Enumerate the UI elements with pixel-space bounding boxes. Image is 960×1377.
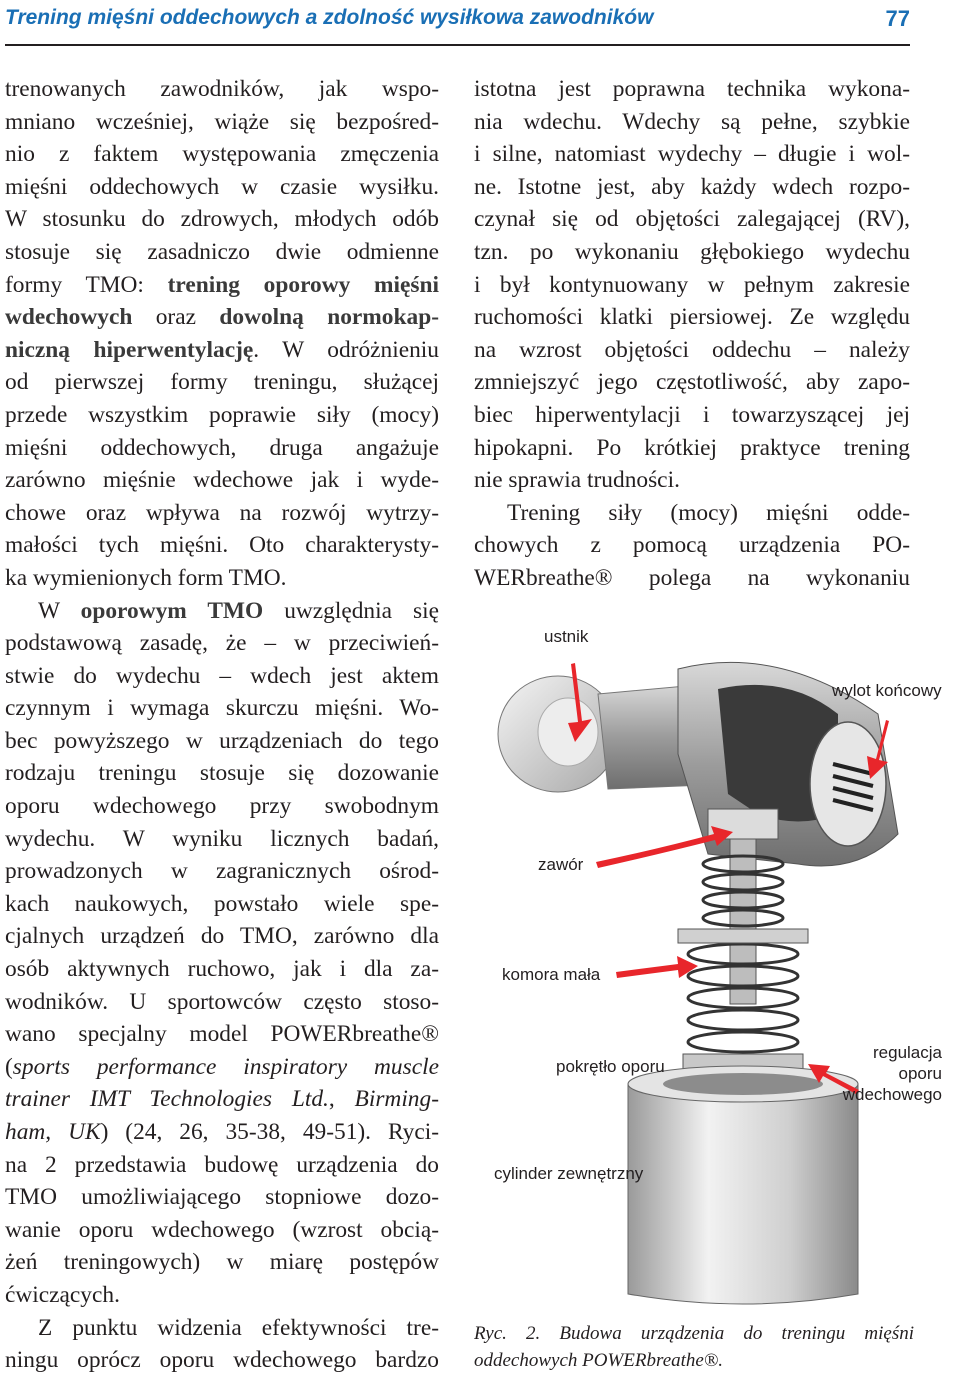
text-run: ( <box>5 1053 13 1080</box>
italic-run: Birming- <box>354 1086 439 1113</box>
label-resistance-knob: pokrętło oporu <box>556 1057 665 1076</box>
text-line: osób aktywnych ruchowo, jak i dla za- <box>5 956 439 983</box>
text-run: . W odróżnieniu <box>253 336 439 363</box>
text-line: na wzrost objętości oddechu – należy <box>474 336 910 363</box>
text-line <box>5 1116 439 1149</box>
text-run: , <box>328 1086 355 1113</box>
text-line: nio z faktem występowania zmęczenia <box>5 141 439 168</box>
text-run: ) (24, 26, 35-38, 49-51). Ryci- <box>100 1119 439 1145</box>
text-line: Z punktu widzenia efektywności tre- <box>38 1314 439 1341</box>
text-run: W <box>38 597 81 624</box>
text-line <box>5 301 439 334</box>
text-line: wydechu. W wyniku licznych badań, <box>5 825 439 852</box>
text-line: prowadzonych w zagranicznych ośrod- <box>5 858 439 885</box>
text-line: kach naukowych, powstało wiele spe- <box>5 890 439 917</box>
text-line: zarówno mięśnie wdechowe jak i wyde- <box>5 467 439 494</box>
text-line: oporu wdechowego przy swobodnym <box>5 793 439 820</box>
text-line: trenowanych zawodników, jak wspo- <box>5 76 439 102</box>
bold-term: oporowym TMO <box>80 597 264 624</box>
text-line: rodzaju treningu stosuje się dozowanie <box>5 760 439 787</box>
text-line: ka wymienionych form TMO. <box>5 564 287 591</box>
text-line: Trening siły (mocy) mięśni odde- <box>507 499 910 526</box>
arrow-small-chamber <box>616 956 698 978</box>
caption-line: oddechowych POWERbreathe®. <box>474 1350 724 1371</box>
label-end-outlet: wylot końcowy <box>832 681 942 700</box>
text-line: stwie do wydechu – wdech jest aktem <box>5 662 439 689</box>
text-line: ćwiczących. <box>5 1281 120 1308</box>
text-line: od pierwszej formy treningu, służącej <box>5 369 439 396</box>
text-line: nia wdechu. Wdechy są pełne, szybkie <box>474 108 910 135</box>
text-line: nie sprawia trudności. <box>474 467 680 494</box>
running-header <box>5 4 910 34</box>
text-line: chowych z pomocą urządzenia PO- <box>474 532 910 559</box>
text-line: małości tych mięśni. Oto charakterysty- <box>5 532 439 559</box>
text-line: mięśni oddechowych w czasie wysiłku. <box>5 173 439 200</box>
italic-run: ham, UK <box>5 1119 101 1145</box>
bold-term: trening oporowy mięśni <box>167 271 439 298</box>
text-line: mniano wcześniej, wiąże się bezpośred- <box>5 108 439 135</box>
figure-caption <box>474 1320 914 1374</box>
text-line: na 2 przedstawia budowę urządzenia do <box>5 1151 439 1178</box>
text-line <box>5 1083 439 1116</box>
text-run: formy TMO: <box>5 271 168 298</box>
text-line: wano specjalny model POWERbreathe® <box>5 1021 439 1048</box>
text-line: podstawową zasadę, że – w przeciwień- <box>5 630 439 657</box>
bold-term: dowolną normokap- <box>219 304 439 331</box>
header-rule <box>5 44 910 46</box>
bold-term: niczną hiperwentylację <box>5 336 254 363</box>
text-line: hipokapni. Po krótkiej praktyce trening <box>474 434 910 461</box>
text-line: ningu oprócz oporu wdechowego bardzo <box>5 1347 439 1374</box>
text-line <box>5 1051 439 1084</box>
left-column <box>5 73 439 1377</box>
italic-run: trainer IMT Technologies Ltd. <box>5 1086 329 1113</box>
label-small-chamber: komora mała <box>502 965 601 984</box>
running-title: Trening mięśni oddechowych a zdolność wysiłkowa zawodników <box>5 6 654 29</box>
outer-cylinder-part <box>628 1066 858 1304</box>
text-line: i był kontynuowany w pełnym zakresie <box>474 271 910 298</box>
text-line: wodników. U sportowców często stoso- <box>5 988 439 1015</box>
text-run: uwzględnia się <box>263 597 439 624</box>
bold-term: wdechowych <box>5 304 133 331</box>
text-line: żeń treningowych) w miarę postępów <box>5 1249 439 1276</box>
label-valve: zawór <box>538 855 584 874</box>
italic-run: sports performance inspiratory muscle <box>12 1053 439 1080</box>
right-column <box>474 73 910 595</box>
text-line: zmniejszyć jego częstotliwość, aby zapo- <box>474 369 910 396</box>
caption-line: Ryc. 2. Budowa urządzenia do treningu mięśni <box>474 1323 914 1344</box>
text-line: mięśni oddechowych, druga angażuje <box>5 434 439 461</box>
text-line: i silne, natomiast wydechy – długie i wol- <box>474 141 910 168</box>
text-line: czynnym i wymaga skurczu mięśni. Wo- <box>5 695 439 722</box>
text-line: ruchomości klatki piersiowej. Ze względu <box>474 304 910 331</box>
text-line: cjalnych urządzeń do TMO, zarówno dla <box>5 923 439 950</box>
text-line <box>5 334 439 367</box>
text-line: TMO umożliwiającego stopniowe dozo- <box>5 1184 439 1211</box>
text-line: biec hiperwentylacji i towarzyszącej jej <box>474 401 910 428</box>
text-line: W stosunku do zdrowych, młodych odób <box>5 206 439 233</box>
text-line: stosuje się zasadniczo dwie odmienne <box>5 238 439 265</box>
text-run: oraz <box>132 304 220 331</box>
text-line: tzn. po wykonaniu głębokiego wydechu <box>474 238 910 265</box>
text-line: istotna jest poprawna technika wykona- <box>474 76 910 102</box>
label-inspiratory-resistance-adjustment: regulacja oporu wdechowego <box>842 1043 942 1104</box>
label-mouthpiece: ustnik <box>544 627 589 646</box>
page-number: 77 <box>885 6 910 31</box>
label-outer-cylinder: cylinder zewnętrzny <box>494 1164 644 1183</box>
text-line: bec powyższego w urządzeniach do tego <box>5 727 439 754</box>
text-line <box>5 595 439 628</box>
text-line: wanie oporu wdechowego (wzrost obcią- <box>5 1216 439 1243</box>
text-line: czynał się od objętości zalegającej (RV), <box>474 206 910 233</box>
text-line: przede wszystkim poprawie siły (mocy) <box>5 401 439 428</box>
device-figure <box>478 614 948 1314</box>
text-line: ne. Istotne jest, aby każdy wdech rozpo- <box>474 173 910 200</box>
text-line: WERbreathe® polega na wykonaniu <box>474 564 910 591</box>
text-line: chowe oraz wpływa na rozwój wytrzy- <box>5 499 439 526</box>
text-line <box>5 269 439 302</box>
